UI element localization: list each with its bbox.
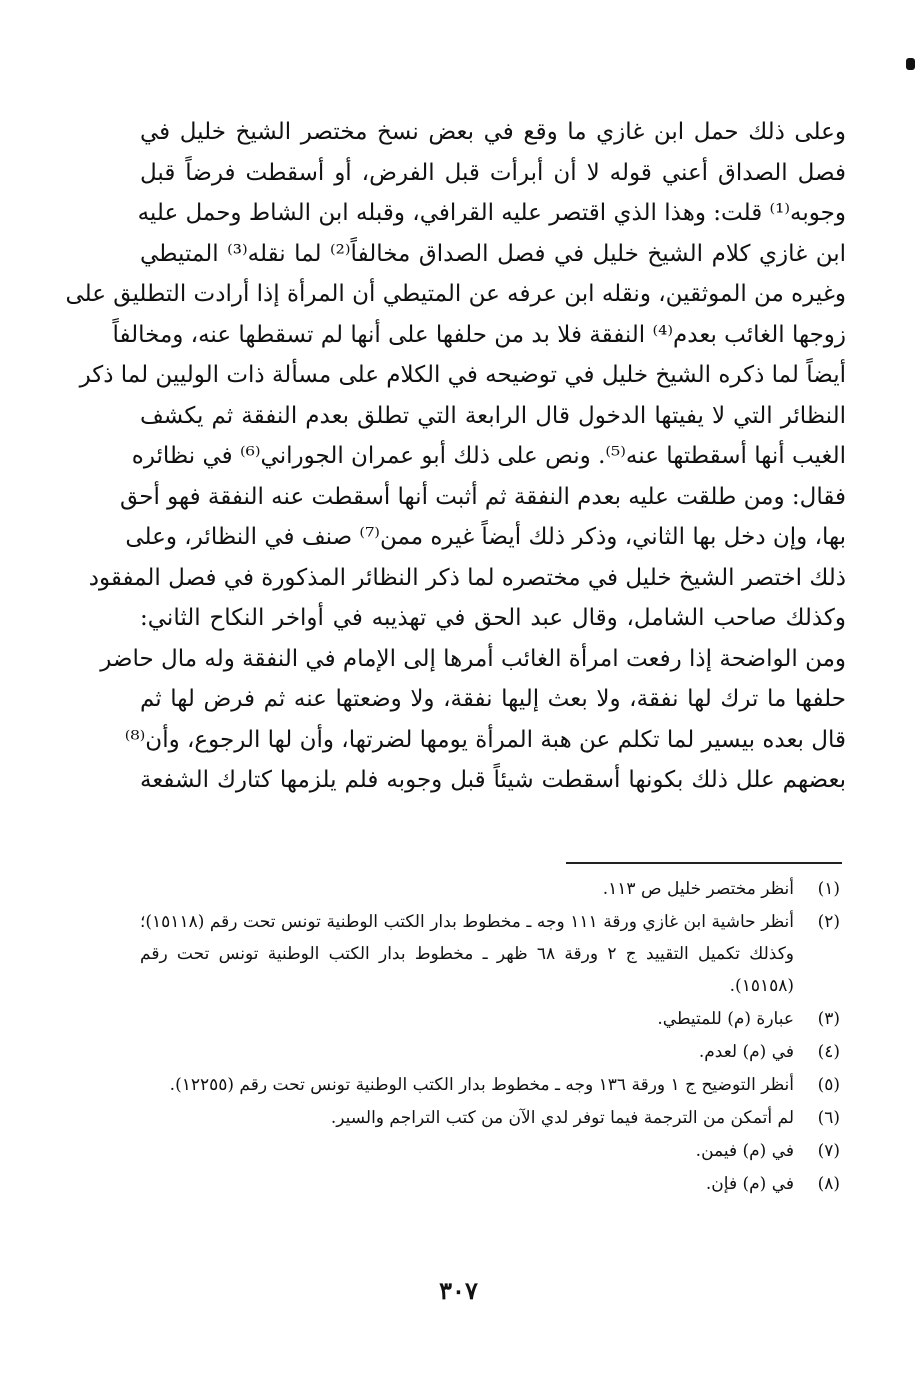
- main-text-line: بعضهم علل ذلك بكونها أسقطت شيئاً قبل وجوبه فلم يلزمها كتارك الشفعة: [140, 767, 846, 793]
- footnote-text: أنظر مختصر خليل ص ١١٣.: [602, 879, 794, 899]
- footnote-number: (٢): [817, 912, 840, 932]
- footnote: [140, 1003, 840, 1035]
- footnote-number: (٦): [817, 1108, 840, 1128]
- footnote-text: أنظر حاشية ابن غازي ورقة ١١١ وجه ـ مخطوط بدار الكتب الوطنية تونس تحت رقم (١٥١١٨)؛ وكذلك تكميل التقييد ج ٢ ورقة ٦٨ ظهر ـ مخطوط بدار الكتب الوطنية تونس تحت رقم (١٥١٥٨).: [140, 912, 794, 996]
- footnote-number: (١): [817, 879, 840, 899]
- footnote-number: (٧): [817, 1141, 840, 1161]
- footnote-text: في (م) لعدم.: [698, 1042, 794, 1062]
- main-text-line: النظائر التي لا يفيتها الدخول قال الرابعة التي تطلق بعدم النفقة ثم يكشف: [140, 402, 846, 429]
- footnote-number: (٣): [817, 1009, 840, 1029]
- main-text-line: أيضاً لما ذكره الشيخ خليل في توضيحه في الكلام على مسألة ذات الوليين لما ذكر: [79, 362, 846, 388]
- page-number: ٣٠٧: [439, 1276, 478, 1305]
- main-text-line: فصل الصداق أعني قوله لا أن أبرأت قبل الفرض، أو أسقطت فرضاً قبل: [140, 159, 846, 186]
- main-text-line: حلفها ما ترك لها نفقة، ولا بعث إليها نفقة، ولا وضعتها عنه ثم فرض لها ثم: [140, 686, 846, 712]
- footnote-number: (٥): [817, 1075, 840, 1095]
- main-text-block: [65, 112, 846, 801]
- footnote-text: في (م) فيمن.: [695, 1141, 794, 1161]
- main-text-line: وجوبه⁽¹⁾ قلت: وهذا الذي اقتصر عليه القرافي، وقبله ابن الشاط وحمل عليه: [137, 200, 846, 226]
- footnote-text: لم أتمكن من الترجمة فيما توفر لدي الآن من كتب التراجم والسير.: [330, 1108, 794, 1128]
- main-text-line: ابن غازي كلام الشيخ خليل في فصل الصداق مخالفاً⁽²⁾ لما نقله⁽³⁾ المتيطي: [140, 240, 846, 267]
- main-text-line: زوجها الغائب بعدم⁽⁴⁾ النفقة فلا بد من حلفها على أنها لم تسقطها عنه، ومخالفاً: [112, 321, 846, 348]
- main-text-line: ذلك اختصر الشيخ خليل في مختصره لما ذكر النظائر المذكورة في فصل المفقود: [88, 564, 846, 591]
- footnote: [140, 1102, 840, 1134]
- footnote: [140, 1036, 840, 1068]
- main-text-line: وغيره من الموثقين، ونقله ابن عرفه عن المتيطي أن المرأة إذا أرادت التطليق على: [65, 281, 846, 307]
- main-text-line: وعلى ذلك حمل ابن غازي ما وقع في بعض نسخ مختصر الشيخ خليل في: [140, 119, 846, 145]
- footnote: [140, 906, 840, 1002]
- page-edge-mark: [906, 58, 915, 70]
- footnote-text: في (م) فإن.: [705, 1174, 794, 1194]
- footnote: [140, 1168, 840, 1200]
- footnote: [140, 873, 840, 905]
- footnote-text: أنظر التوضيح ج ١ ورقة ١٣٦ وجه ـ مخطوط بدار الكتب الوطنية تونس تحت رقم (١٢٢٥٥).: [169, 1075, 794, 1095]
- main-text-line: الغيب أنها أسقطتها عنه⁽⁵⁾. ونص على ذلك أبو عمران الجوراني⁽⁶⁾ في نظائره: [131, 443, 846, 469]
- footnote: [140, 1069, 840, 1101]
- main-text-line: وكذلك صاحب الشامل، وقال عبد الحق في تهذيبه في أواخر النكاح الثاني:: [140, 605, 846, 631]
- footnote-number: (٨): [817, 1174, 840, 1194]
- main-text-line: فقال: ومن طلقت عليه بعدم النفقة ثم أثبت أنها أسقطت عنه النفقة فهو أحق: [120, 483, 846, 510]
- main-text-line: بها، وإن دخل بها الثاني، وذكر ذلك أيضاً غيره ممن⁽⁷⁾ صنف في النظائر، وعلى: [125, 524, 846, 550]
- main-text-line: قال بعده بيسير لما تكلم عن هبة المرأة يومها لضرتها، وأن لها الرجوع، وأن⁽⁸⁾: [124, 726, 846, 753]
- footnote-divider: [566, 862, 842, 864]
- footnote-text: عبارة (م) للمتيطي.: [657, 1009, 794, 1029]
- footnote: [140, 1135, 840, 1167]
- main-text-line: ومن الواضحة إذا رفعت امرأة الغائب أمرها إلى الإمام في النفقة وله مال حاضر: [100, 645, 846, 672]
- footnote-number: (٤): [817, 1042, 840, 1062]
- footnotes-block: [140, 873, 840, 1201]
